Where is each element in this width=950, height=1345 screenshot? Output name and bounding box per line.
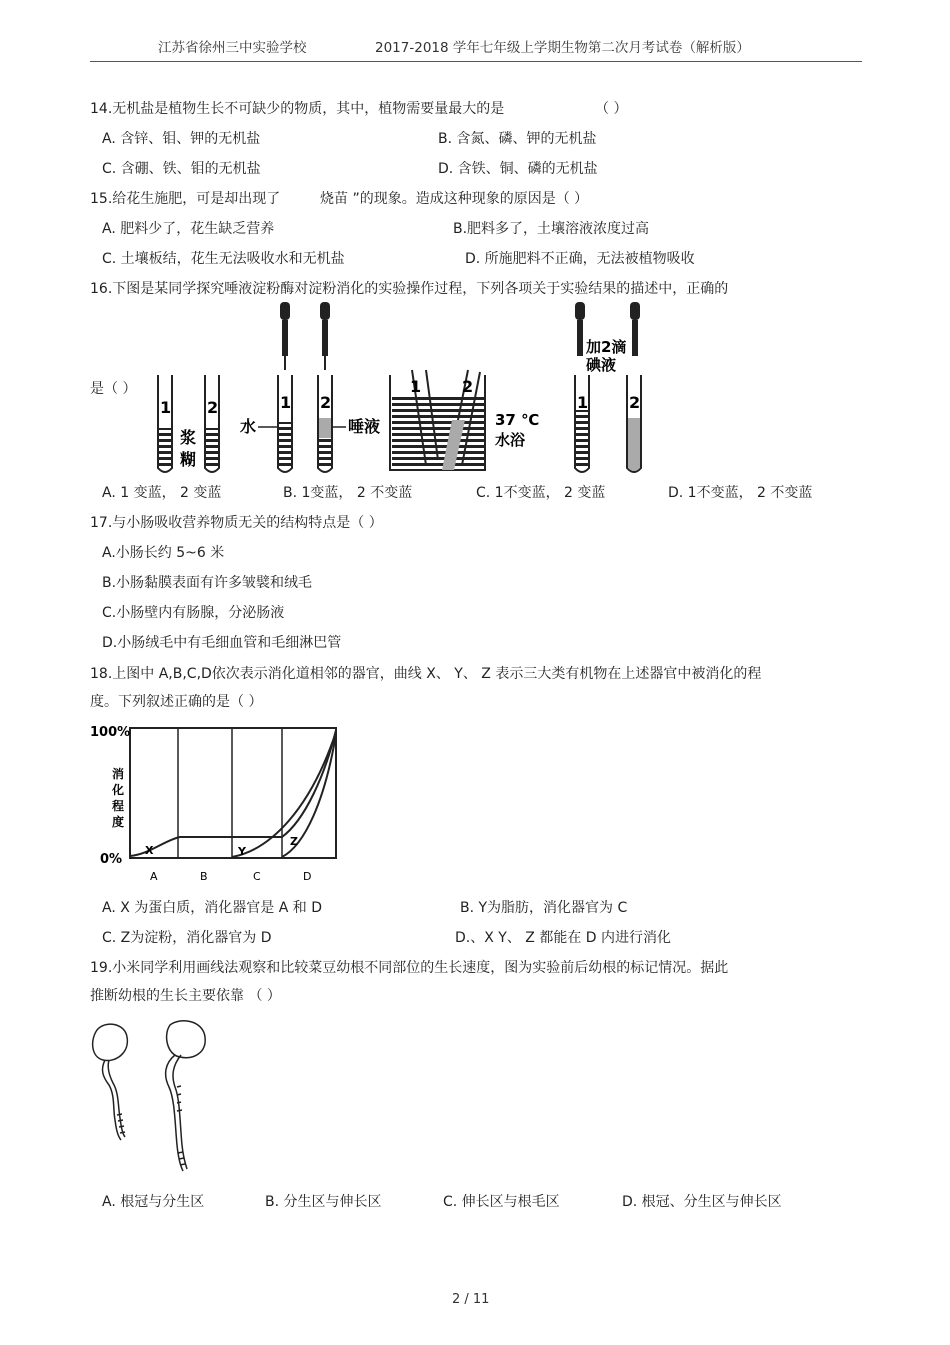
bath-temp-label: 37 ℃ [495,411,540,429]
paste-label-1: 浆 [180,428,197,447]
q19-option-b: B. 分生区与伸长区 [265,1194,382,1210]
step4-tube2-label: 2 [629,393,641,412]
q17-stem: 17.与小肠吸收营养物质无关的结构特点是（ ） [90,515,383,531]
q15-stem-b: 烧苗 ”的现象。造成这种现象的原因是（ ） [320,191,589,207]
bath-tube2-label: 2 [462,377,474,396]
q18-option-d: D.、X Y、 Z 都能在 D 内进行消化 [455,930,671,946]
page-number: 2 / 11 [452,1292,490,1307]
step1-tube2-label: 2 [207,398,219,417]
step2-tube1-label: 1 [280,393,292,412]
q16-stem-cont: 是（ ） [90,381,137,397]
chart-cat-b: B [200,870,208,883]
q14-paren: （ ） [595,101,628,117]
q19-option-a: A. 根冠与分生区 [102,1194,205,1210]
q16-stem: 16.下图是某同学探究唾液淀粉酶对淀粉消化的实验操作过程，下列各项关于实验结果的描述中，正确的 [90,281,729,297]
q17-option-c: C.小肠壁内有肠腺，分泌肠液 [102,605,285,621]
q15-stem-a: 15.给花生施肥，可是却出现了 [90,191,281,207]
saliva-label: 唾液 [348,417,381,436]
q17-option-b: B.小肠黏膜表面有许多皱襞和绒毛 [102,575,313,591]
step1-tube1-label: 1 [160,398,172,417]
q16-option-c: C. 1不变蓝， 2 变蓝 [476,485,606,501]
root-after [166,1021,206,1171]
q17-option-d: D.小肠绒毛中有毛细血管和毛细淋巴管 [102,635,342,651]
q14-stem: 14.无机盐是植物生长不可缺少的物质，其中，植物需要量最大的是 [90,101,505,117]
q15-option-a: A. 肥料少了，花生缺乏营养 [102,221,275,237]
chart-y-bottom-label: 0% [100,852,123,867]
q15-option-d: D. 所施肥料不正确，无法被植物吸收 [465,251,695,267]
q16-option-a: A. 1 变蓝， 2 变蓝 [102,485,222,501]
q18-digestion-chart [90,720,350,890]
q14-option-a: A. 含锌、钼、钾的无机盐 [102,131,261,147]
chart-cat-d: D [303,870,312,883]
chart-cat-a: A [150,870,158,883]
curve-x [130,730,336,856]
q19-stem-cont: 推断幼根的生长主要依靠 （ ） [90,988,281,1004]
chart-y-top-label: 100% [90,725,131,740]
paste-label-2: 糊 [180,450,197,469]
step4-tube1-label: 1 [577,393,589,412]
step2-tube2-label: 2 [320,393,332,412]
water-label: 水 [240,417,257,436]
q18-option-c: C. Z为淀粉，消化器官为 D [102,930,272,946]
header-school: 江苏省徐州三中实验学校 [158,40,307,56]
q16-option-b: B. 1变蓝， 2 不变蓝 [283,485,413,501]
q19-root-figure [85,1015,235,1175]
q17-option-a: A.小肠长约 5~6 米 [102,545,225,561]
q19-option-d: D. 根冠、分生区与伸长区 [622,1194,782,1210]
q16-option-d: D. 1不变蓝， 2 不变蓝 [668,485,813,501]
q18-option-a: A. X 为蛋白质，消化器官是 A 和 D [102,900,322,916]
chart-y-label-4: 度 [112,815,125,829]
curve-y-label: Y [238,845,246,858]
chart-y-label-3: 程 [112,799,125,813]
bath-tube1-label: 1 [410,377,422,396]
header-rule [90,61,862,62]
bath-label: 水浴 [495,431,526,449]
curve-x-label: X [145,844,154,857]
q18-stem-cont: 度。下列叙述正确的是（ ） [90,694,263,710]
chart-y-label-1: 消 [112,767,125,781]
q15-option-c: C. 土壤板结，花生无法吸收水和无机盐 [102,251,345,267]
root-before [93,1024,128,1140]
q14-option-d: D. 含铁、铜、磷的无机盐 [438,161,598,177]
chart-cat-c: C [253,870,261,883]
q18-option-b: B. Y为脂肪，消化器官为 C [460,900,628,916]
iodine-label-a: 加2滴 [586,338,627,356]
step3-water-bath [390,370,539,470]
step1-tubes [158,375,219,472]
step4-iodine-tubes [575,302,641,472]
q16-experiment-figure [150,300,660,478]
iodine-label-b: 碘液 [586,356,617,374]
q19-stem: 19.小米同学利用画线法观察和比较菜豆幼根不同部位的生长速度，图为实验前后幼根的标记情况。据此 [90,960,729,976]
q18-stem: 18.上图中 A,B,C,D依次表示消化道相邻的器官，曲线 X、 Y、 Z 表示三大类有机物在上述器官中被消化的程 [90,666,762,682]
q15-option-b: B.肥料多了，土壤溶液浓度过高 [453,221,650,237]
step2-tubes [240,302,380,472]
header-title: 2017-2018 学年七年级上学期生物第二次月考试卷（解析版） [375,40,750,56]
q19-option-c: C. 伸长区与根毛区 [443,1194,560,1210]
curve-z-label: Z [290,835,298,848]
curve-y [232,732,336,857]
q14-option-b: B. 含氮、磷、钾的无机盐 [438,131,597,147]
chart-y-label-2: 化 [112,783,125,797]
q14-option-c: C. 含硼、铁、钼的无机盐 [102,161,261,177]
